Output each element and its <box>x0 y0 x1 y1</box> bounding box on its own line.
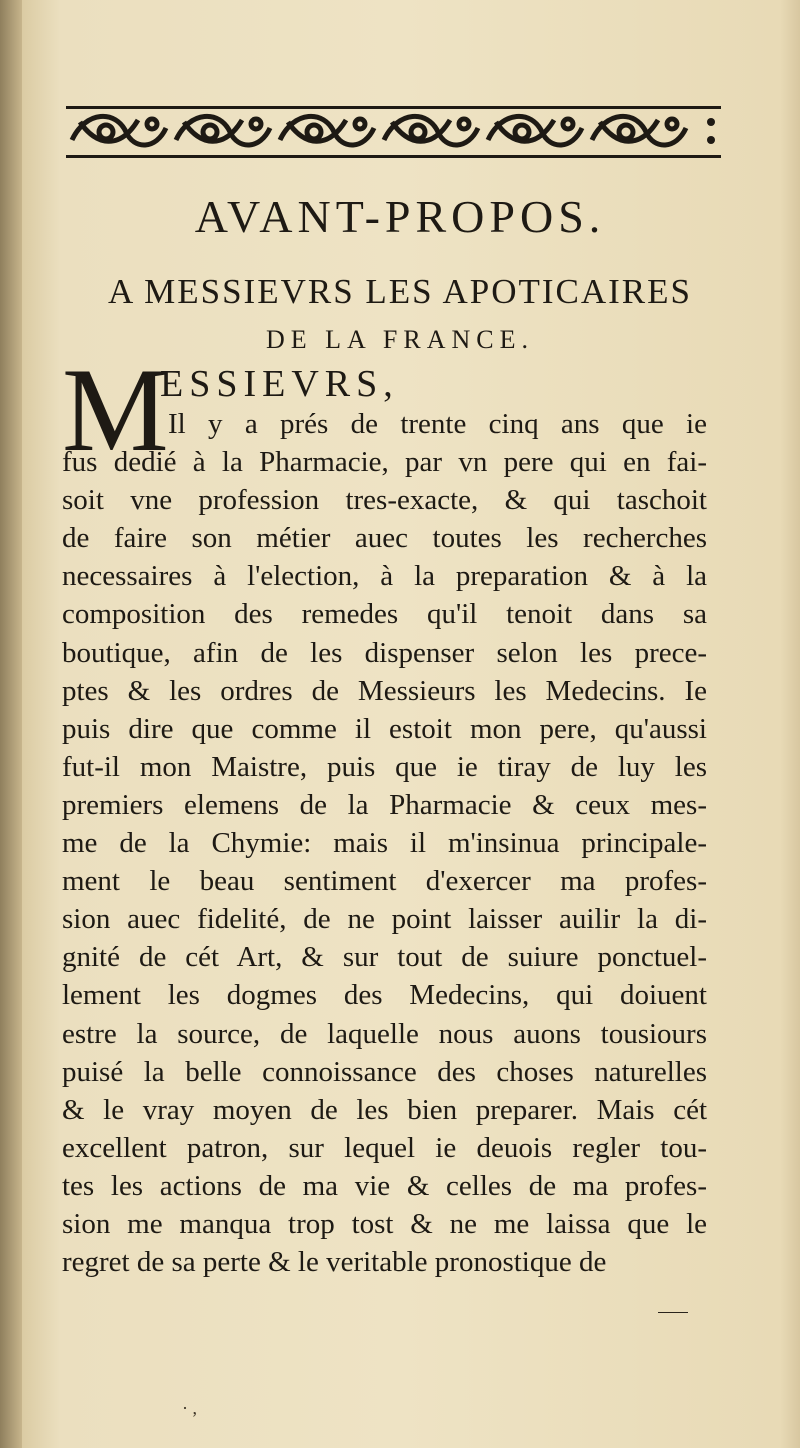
text-line: excellent patron, sur lequel ie deuois regler tou- <box>62 1131 707 1164</box>
text-line: fut-il mon Maistre, puis que ie tiray de luy les <box>62 750 707 783</box>
text-line: necessaires à l'election, à la preparation & à la <box>62 560 707 593</box>
text-line: de faire son métier auec toutes les recherches <box>62 522 707 555</box>
text-line: puis dire que comme il estoit mon pere, qu'aussi <box>62 712 707 745</box>
text-line: ment le beau sentiment d'exercer ma profes- <box>62 865 707 898</box>
text-line: sion auec fidelité, de ne point laisser auilir la di- <box>62 903 707 936</box>
text-line: composition des remedes qu'il tenoit dans sa <box>62 598 707 631</box>
text-line: tes les actions de ma vie & celles de ma profes- <box>62 1169 707 1202</box>
catchword-rule <box>658 1312 688 1316</box>
text-line: fus dedié à la Pharmacie, par vn pere qui en fai- <box>62 446 707 479</box>
text-line: premiers elemens de la Pharmacie & ceux mes- <box>62 788 707 821</box>
dedication-line-2: DE LA FRANCE. <box>266 325 534 354</box>
text-line: lement les dogmes des Medecins, qui doiuent <box>62 979 707 1012</box>
page-speck: · , <box>182 1398 197 1418</box>
text-line: estre la source, de laquelle nous auons tousiours <box>62 1017 707 1050</box>
text-line: puisé la belle connoissance des choses naturelles <box>62 1055 707 1088</box>
text-line: sion me manqua trop tost & ne me laissa que le <box>62 1207 707 1240</box>
body-text <box>62 405 707 1281</box>
text-line: & le vray moyen de les bien preparer. Mais cét <box>62 1093 707 1126</box>
salutation: ESSIEVRS, <box>160 363 399 405</box>
text-line: Il y a prés de trente cinq ans que ie <box>168 408 707 440</box>
text-line: gnité de cét Art, & sur tout de suiure ponctuel- <box>62 941 707 974</box>
book-gutter <box>0 0 22 1448</box>
text-line: ptes & les ordres de Messieurs les Medecins. Ie <box>62 674 707 707</box>
text-line: me de la Chymie: mais il m'insinua principale- <box>62 827 707 860</box>
text-line: soit vne profession tres-exacte, & qui taschoit <box>62 484 707 517</box>
page-title: AVANT-PROPOS. <box>194 191 606 242</box>
ornamental-band-icon <box>66 100 721 164</box>
text-line: boutique, afin de les dispenser selon les prece- <box>62 636 707 669</box>
dedication-line: A MESSIEVRS LES APOTICAIRES <box>108 272 692 311</box>
text-line: regret de sa perte & le veritable pronostique de <box>62 1246 607 1279</box>
drop-cap: M <box>62 343 169 476</box>
